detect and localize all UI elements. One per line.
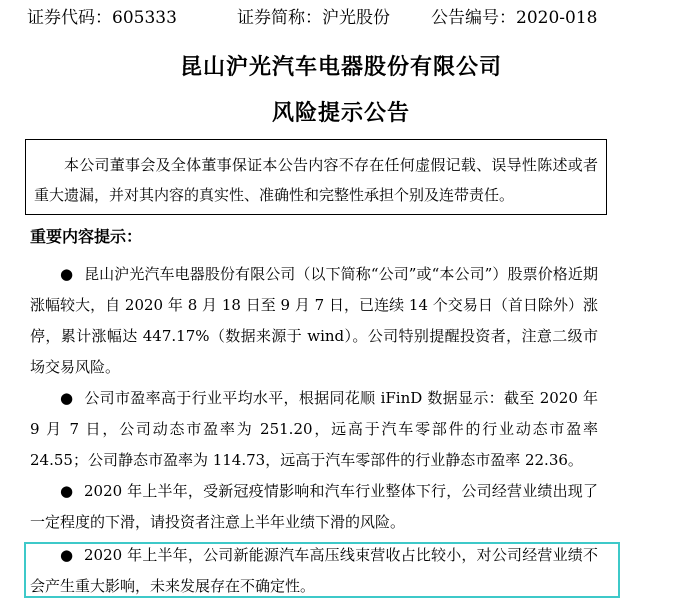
bullet-text: 2020 年上半年，公司新能源汽车高压线束营收占比较小，对公司经营业绩不会产生重大影响，未来发展存在不确定性。 [30,546,598,595]
bullet-text: 2020 年上半年，受新冠疫情影响和汽车行业整体下行，公司经营业绩出现了一定程度的下滑，请投资者注意上半年业绩下滑的风险。 [30,482,598,531]
bullet-item-performance-decline [30,476,598,538]
bullet-item-pe-ratio [30,383,598,476]
highlight-box [24,542,620,598]
notice-title: 风险提示公告 [271,100,410,126]
stock-short-name: 证券简称：沪光股份 [237,8,390,28]
bullet-dot-icon: ● [60,482,74,500]
board-statement-text: 本公司董事会及全体董事保证本公告内容不存在任何虚假记载、误导性陈述或者重大遗漏，并对其内容的真实性、准确性和完整性承担个别及连带责任。 [34,156,598,204]
board-statement-box [25,139,607,215]
announcement-number: 公告编号：2020-018 [431,8,598,28]
bullet-dot-icon: ● [60,546,74,564]
bullet-dot-icon: ● [60,265,74,283]
bullet-text: 公司市盈率高于行业平均水平，根据同花顺 iFinD 数据显示：截至 2020 年 9 月 7 日，公司动态市盈率为 251.20，远高于汽车零部件的行业动态市盈率 24.55；公司静态市盈率为 114.73，远高于汽车零部件的行业静态市盈率 22.36。 [30,389,598,469]
company-title: 昆山沪光汽车电器股份有限公司 [179,54,502,80]
section-heading: 重要内容提示： [30,227,143,246]
announcement-header [27,6,667,30]
stock-code: 证券代码：605333 [27,8,177,28]
bullet-item-price-rise [30,259,598,383]
bullet-text: 昆山沪光汽车电器股份有限公司（以下简称“公司”或“本公司”）股票价格近期涨幅较大，自 2020 年 8 月 18 日至 9 月 7 日，已连续 14 个交易日（首日除外）涨停，累计涨幅达 447.17%（数据来源于 wind）。公司特别提醒投资者，注意二级市场交易风险。 [30,265,598,376]
bullet-dot-icon: ● [60,389,74,407]
